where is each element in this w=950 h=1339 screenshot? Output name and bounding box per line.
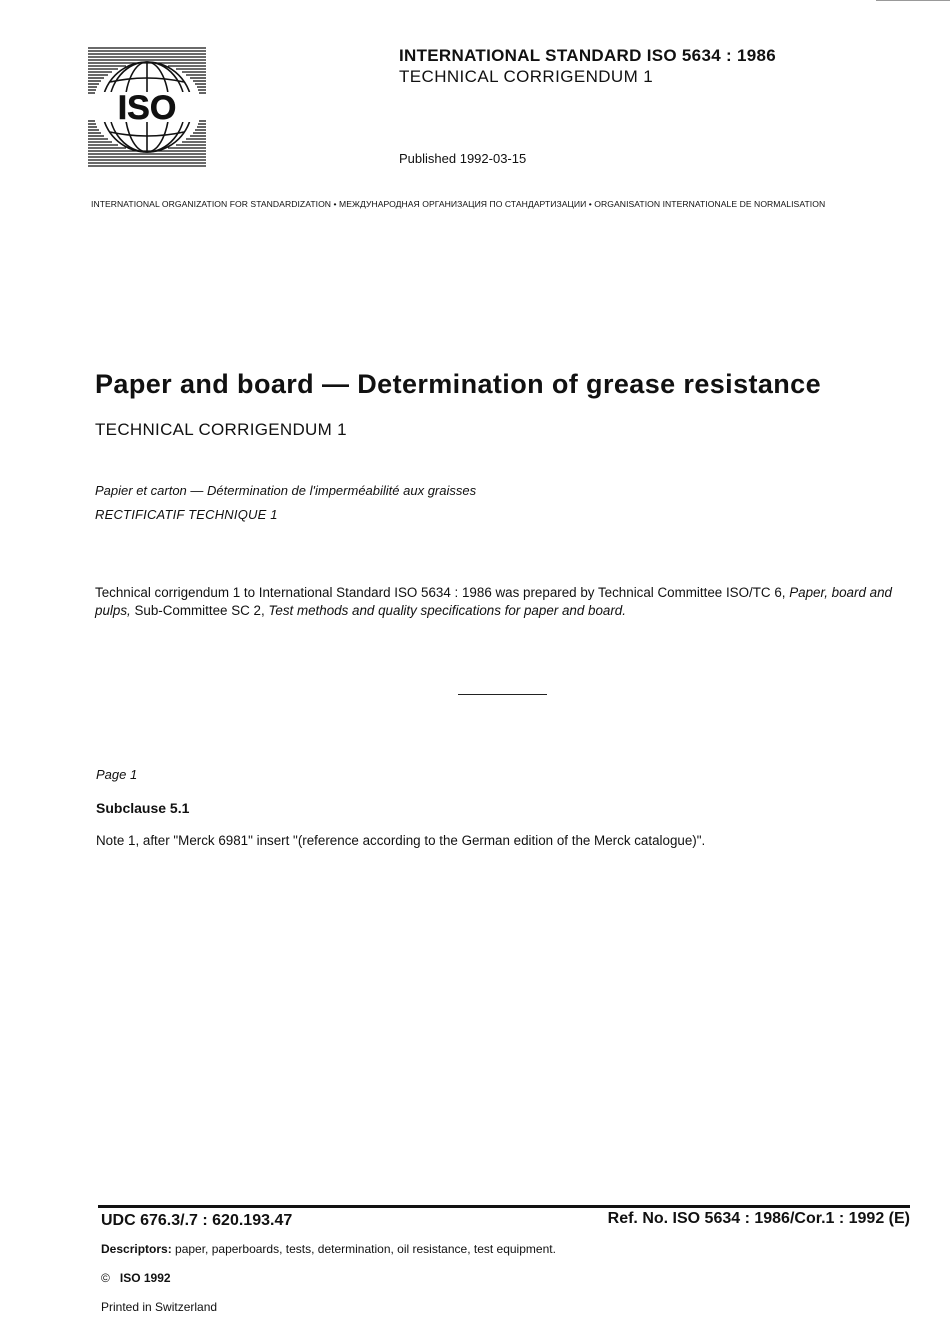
french-subtitle: RECTIFICATIF TECHNIQUE 1 <box>95 507 278 522</box>
descriptors-line <box>101 1242 556 1256</box>
document-subtitle: TECHNICAL CORRIGENDUM 1 <box>95 420 347 439</box>
footer-rule <box>98 1205 910 1208</box>
subcommittee-name: Test methods and quality specifications for paper and board. <box>268 603 626 618</box>
organization-line: INTERNATIONAL ORGANIZATION FOR STANDARDIZATION • МЕЖДУНАРОДНАЯ ОРГАНИЗАЦИЯ ПО СТАНДАРТИЗАЦИИ • ORGANISATION INTERNATIONALE DE NORMALISATION <box>91 199 826 209</box>
descriptors-label: Descriptors: <box>101 1242 172 1256</box>
copyright-line <box>101 1271 171 1285</box>
descriptors-list: paper, paperboards, tests, determination, oil resistance, test equipment. <box>171 1242 556 1256</box>
top-edge-rule <box>876 0 950 1</box>
iso-globe-icon <box>88 46 208 168</box>
printed-location: Printed in Switzerland <box>101 1300 218 1314</box>
preparation-paragraph <box>95 584 920 620</box>
committee-name: Paper, board and pulps, <box>95 585 892 618</box>
iso-logo <box>88 46 208 168</box>
separator-rule <box>458 694 547 695</box>
corrigendum-label: TECHNICAL CORRIGENDUM 1 <box>399 67 654 86</box>
correction-note: Note 1, after "Merck 6981" insert "(reference according to the German edition of the Merck catalogue)". <box>96 833 706 848</box>
standard-number: INTERNATIONAL STANDARD ISO 5634 : 1986 <box>399 46 776 65</box>
published-date: Published 1992-03-15 <box>399 151 527 166</box>
prep-text-1: Technical corrigendum 1 to International Standard ISO 5634 : 1986 was prepared by Technical Committee ISO/TC 6, <box>95 585 790 600</box>
copyright-year: ISO 1992 <box>119 1271 171 1285</box>
udc-number: UDC 676.3/.7 : 620.193.47 <box>101 1212 293 1229</box>
subclause-heading: Subclause 5.1 <box>96 800 190 816</box>
french-title: Papier et carton — Détermination de l'imperméabilité aux graisses <box>95 483 477 498</box>
reference-number: Ref. No. ISO 5634 : 1986/Cor.1 : 1992 (E) <box>607 1210 910 1227</box>
document-title: Paper and board — Determination of grease resistance <box>95 369 822 399</box>
page-reference: Page 1 <box>96 767 138 782</box>
prep-text-2: Sub-Committee SC 2, <box>130 603 269 618</box>
copyright-icon: © <box>101 1271 110 1285</box>
iso-logo-text: ISO <box>117 89 177 127</box>
